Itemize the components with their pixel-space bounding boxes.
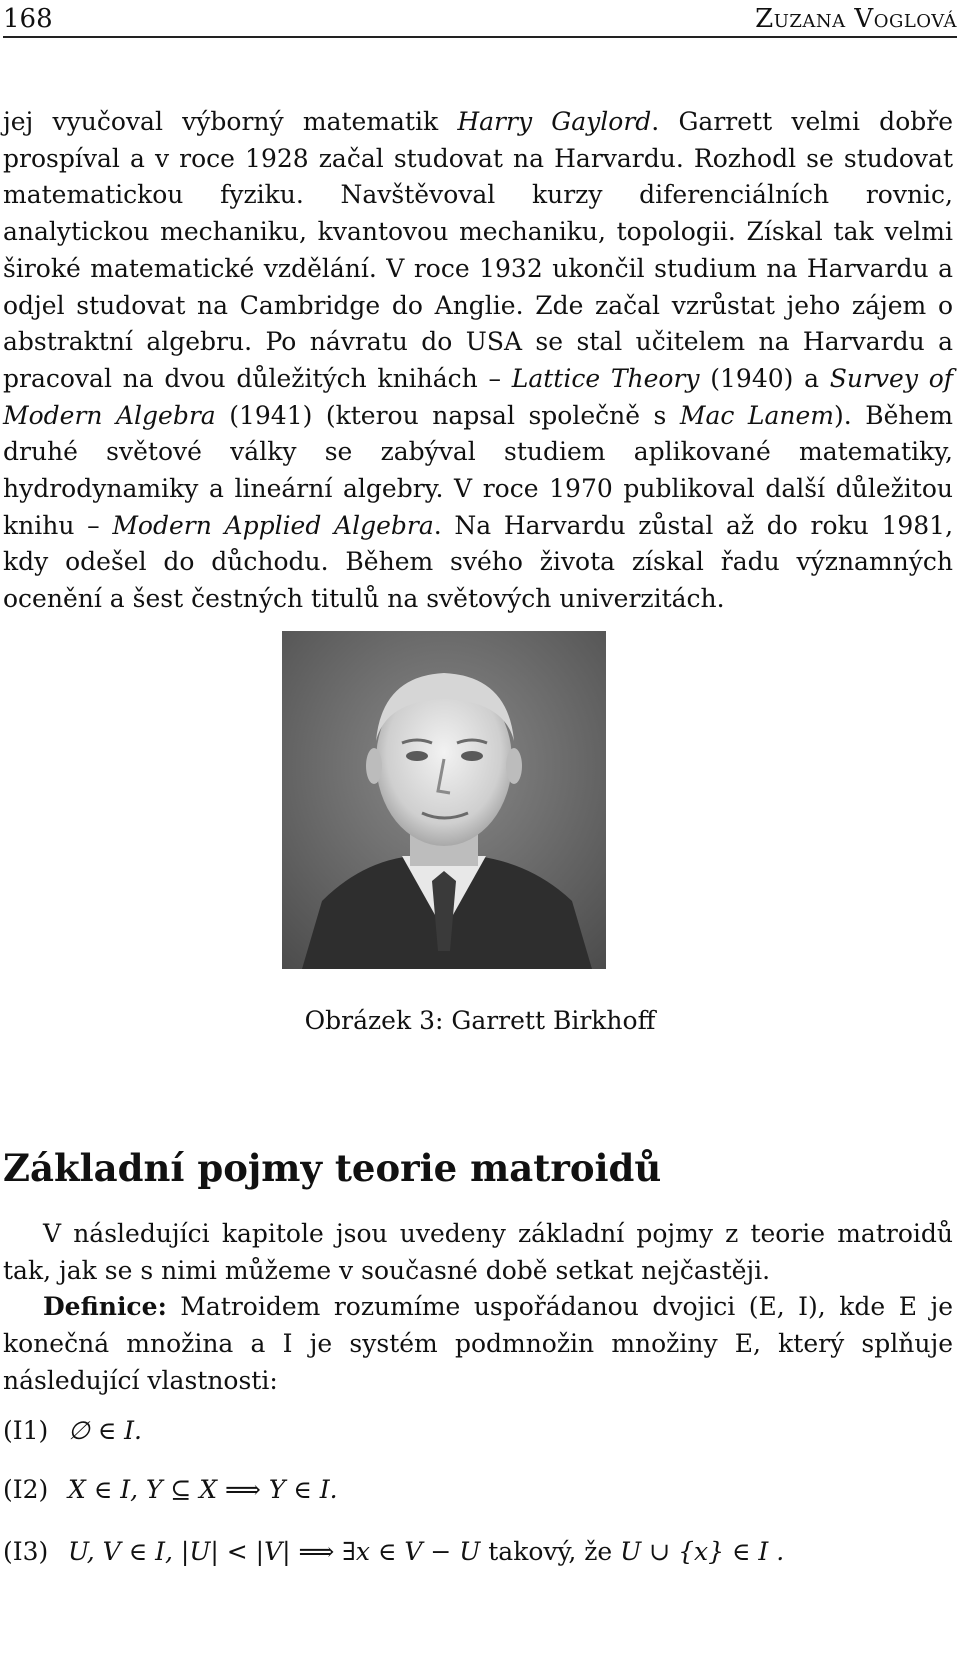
definition-body: Matroidem rozumíme uspořádanou dvojici (E, I), kde E je konečná množina a I je systém podmnožin množiny E, který splňuje následující vlastnosti: [3,1292,953,1395]
running-header [3,4,957,38]
italic-book-title: Lattice Theory [511,363,700,393]
figure-caption: Obrázek 3: Garrett Birkhoff [304,1006,656,1035]
text-run: jej vyučoval výborný matematik [3,107,458,136]
definition-text [3,1289,953,1399]
axiom-label: (I2) [3,1475,49,1504]
portrait-photo [282,631,606,969]
definition-paragraph [3,1216,953,1400]
text-run: . Garrett velmi dobře prospíval a v roce 1928 začal studovat na Harvardu. Rozhodl se studovat matematickou fyziku. Navštěvoval kurzy diferenciálních rovnic, analytickou mechaniku, kvantovou mechaniku, topologii. Získal tak velmi široké matematické vzdělání. V roce 1932 ukončil studium na Harvardu a odjel studovat na Cambridge do Anglie. Zde začal vzrůstat jeho zájem o abstraktní algebru. Po návratu do USA se stal učitelem na Harvardu a pracoval na dvou důležitých knihách – [3,107,953,393]
definition-label: Definice: [43,1292,167,1322]
portrait-image [282,631,606,969]
italic-book-title: Survey of Modern Algebra [3,363,953,430]
axiom-label: (I3) [3,1537,49,1566]
axiom-formula: X ∈ I, Y ⊆ X ⟹ Y ∈ I. [68,1475,338,1504]
italic-book-title: Modern Applied Algebra [112,510,434,540]
axiom-i3 [3,1534,784,1570]
axiom-word: takový, že [480,1537,621,1566]
text-run: (1940) a [699,363,830,393]
axiom-formula: ∅ ∈ I. [68,1416,142,1445]
page-number: 168 [3,4,53,34]
axiom-i2 [3,1472,338,1508]
intro-text: V následujíci kapitole jsou uvedeny základní pojmy z teorie matroidů tak, jak se s nimi můžeme v současné době setkat nejčastěji. [3,1219,953,1285]
axiom-i1 [3,1413,142,1449]
italic-name: Harry Gaylord [457,107,652,136]
axiom-formula: U, V ∈ I, |U| < |V| ⟹ ∃x ∈ V − U [68,1537,481,1566]
text-run: ). Během druhé světové války se zabýval studiem aplikované matematiky, hydrodynamiky a lineární algebry. V roce 1970 publikoval další důležitou knihu – [3,400,953,540]
axiom-label: (I1) [3,1416,49,1445]
axiom-formula: U ∪ {x} ∈ I . [620,1537,785,1566]
running-author: Zuzana Voglová [755,4,957,34]
italic-name: Mac Lanem [679,400,835,430]
biography-paragraph [3,104,953,618]
text-run: (1941) (kterou napsal společně s [215,400,680,430]
text-run: . Na Harvardu zůstal až do roku 1981, kdy odešel do důchodu. Během svého života získal řadu významných ocenění a šest čestných titulů na světových univerzitách. [3,510,954,614]
section-heading: Základní pojmy teorie matroidů [3,1146,662,1190]
